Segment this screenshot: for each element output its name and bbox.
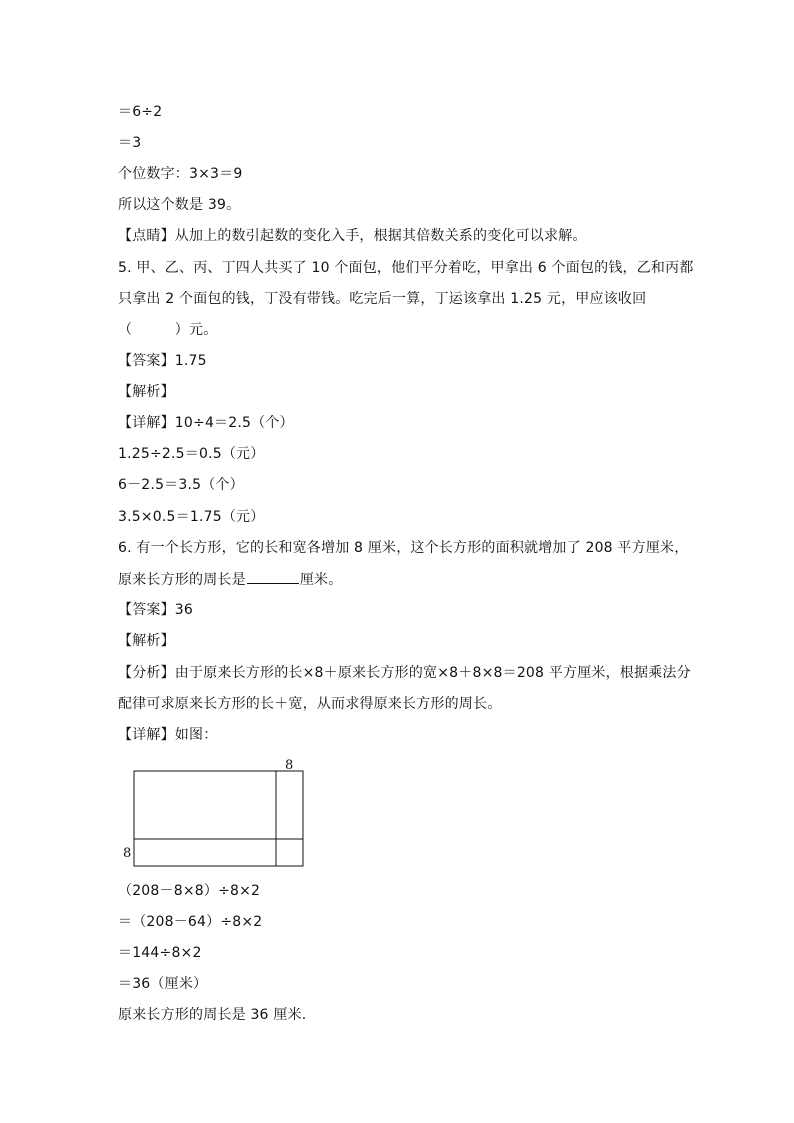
- calc-line: 3.5×0.5＝1.75（元）: [118, 509, 265, 525]
- question-6-text-before: 原来长方形的周长是: [118, 572, 246, 588]
- answer-blank: [247, 569, 299, 584]
- comment-line: 【点睛】从加上的数引起数的变化入手，根据其倍数关系的变化可以求解。: [118, 228, 587, 244]
- detail-line: 【详解】10÷4＝2.5（个）: [118, 415, 294, 431]
- calc-line: 6－2.5＝3.5（个）: [118, 477, 244, 493]
- question-5-line-3: （ ）元。: [118, 322, 218, 338]
- answer-line: 【答案】1.75: [118, 353, 207, 369]
- calc-line: 个位数字：3×3＝9: [118, 166, 243, 182]
- calc-line: （208－8×8）÷8×2: [118, 883, 261, 899]
- analysis-line-1: 【分析】由于原来长方形的长×8＋原来长方形的宽×8＋8×8＝208 平方厘米，根据乘法分: [118, 665, 691, 681]
- calc-line: ＝144÷8×2: [118, 945, 202, 961]
- calc-line: ＝（208－64）÷8×2: [118, 914, 263, 930]
- question-6-line-2: [118, 569, 342, 590]
- calc-line: 1.25÷2.5＝0.5（元）: [118, 446, 265, 462]
- question-5-line-2: 只拿出 2 个面包的钱，丁没有带钱。吃完后一算，丁运该拿出 1.25 元，甲应该收回: [118, 291, 647, 307]
- rectangle-diagram: [118, 756, 318, 871]
- analysis-heading: 【解析】: [118, 384, 175, 400]
- calc-line: ＝6÷2: [118, 104, 163, 120]
- calc-line: ＝36（厘米）: [118, 976, 208, 992]
- top-label: 8: [285, 758, 294, 773]
- detail-line: 【详解】如图：: [118, 727, 218, 743]
- outer-rectangle: [134, 771, 303, 866]
- analysis-heading: 【解析】: [118, 633, 175, 649]
- answer-line: 【答案】36: [118, 602, 194, 618]
- question-6-line-1: 6. 有一个长方形，它的长和宽各增加 8 厘米，这个长方形的面积就增加了 208 平方厘米，: [118, 540, 689, 556]
- conclusion-line: 原来长方形的周长是 36 厘米.: [118, 1007, 307, 1023]
- calc-line: ＝3: [118, 135, 142, 151]
- question-6-text-after: 厘米。: [299, 572, 343, 588]
- analysis-line-2: 配律可求原来长方形的长＋宽，从而求得原来长方形的周长。: [118, 696, 502, 712]
- conclusion-line: 所以这个数是 39。: [118, 197, 241, 213]
- question-5-line-1: 5. 甲、乙、丙、丁四人共买了 10 个面包，他们平分着吃，甲拿出 6 个面包的钱，乙和丙都: [118, 260, 694, 276]
- left-label: 8: [123, 846, 132, 861]
